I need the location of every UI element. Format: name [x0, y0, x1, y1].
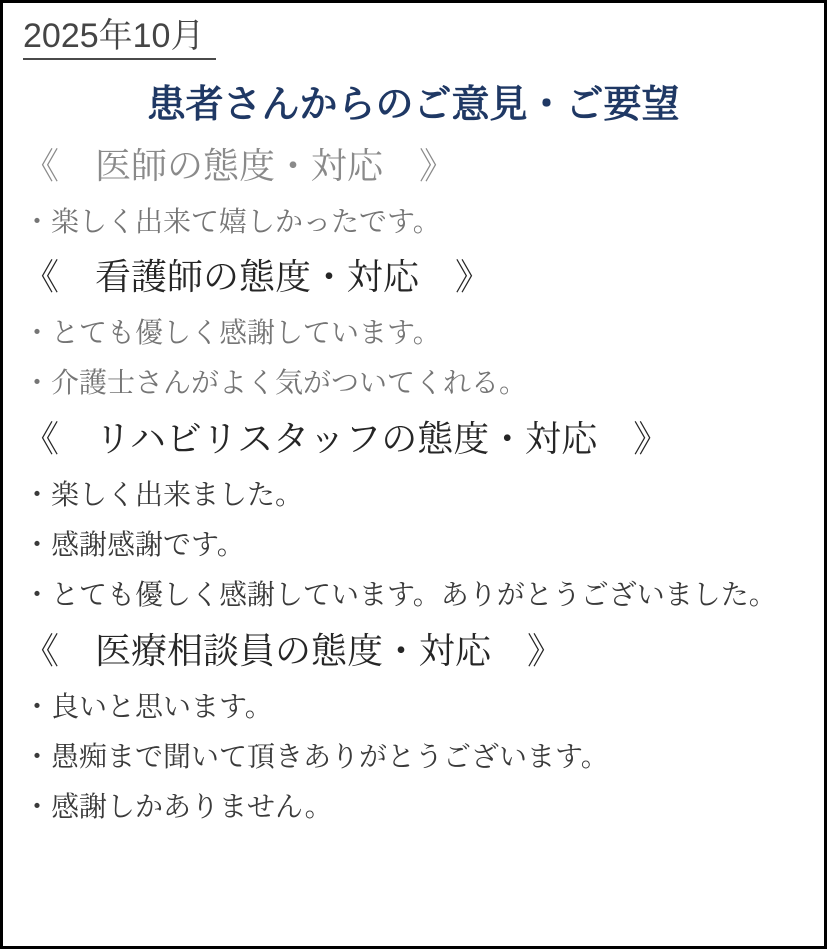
- feedback-item: ・愚痴まで聞いて頂きありがとうございます。: [23, 740, 609, 772]
- feedback-item: ・とても優しく感謝しています。ありがとうございました。: [23, 579, 777, 611]
- feedback-section: [23, 143, 804, 240]
- feedback-item: ・とても優しく感謝しています。: [23, 316, 441, 348]
- section-title: 《 看護師の態度・対応 》: [23, 256, 492, 298]
- section-title: 《 リハビリスタッフの態度・対応 》: [23, 417, 670, 459]
- section-title: 《 医師の態度・対応 》: [23, 145, 456, 186]
- feedback-item: ・楽しく出来て嬉しかったです。: [23, 205, 441, 237]
- feedback-item: ・感謝感謝です。: [23, 528, 245, 560]
- feedback-sections: [23, 143, 804, 826]
- section-title: 《 医療相談員の態度・対応 》: [23, 629, 564, 671]
- feedback-item: ・感謝しかありません。: [23, 791, 333, 823]
- feedback-section: [23, 254, 804, 402]
- page-title: 患者さんからのご意見・ご要望: [147, 83, 680, 126]
- feedback-section: [23, 628, 804, 826]
- report-date: 2025年10月: [23, 15, 216, 60]
- feedback-item: ・介護士さんがよく気がついてくれる。: [23, 367, 528, 399]
- feedback-item: ・楽しく出来ました。: [23, 478, 304, 510]
- feedback-section: [23, 416, 804, 614]
- feedback-item: ・良いと思います。: [23, 690, 273, 722]
